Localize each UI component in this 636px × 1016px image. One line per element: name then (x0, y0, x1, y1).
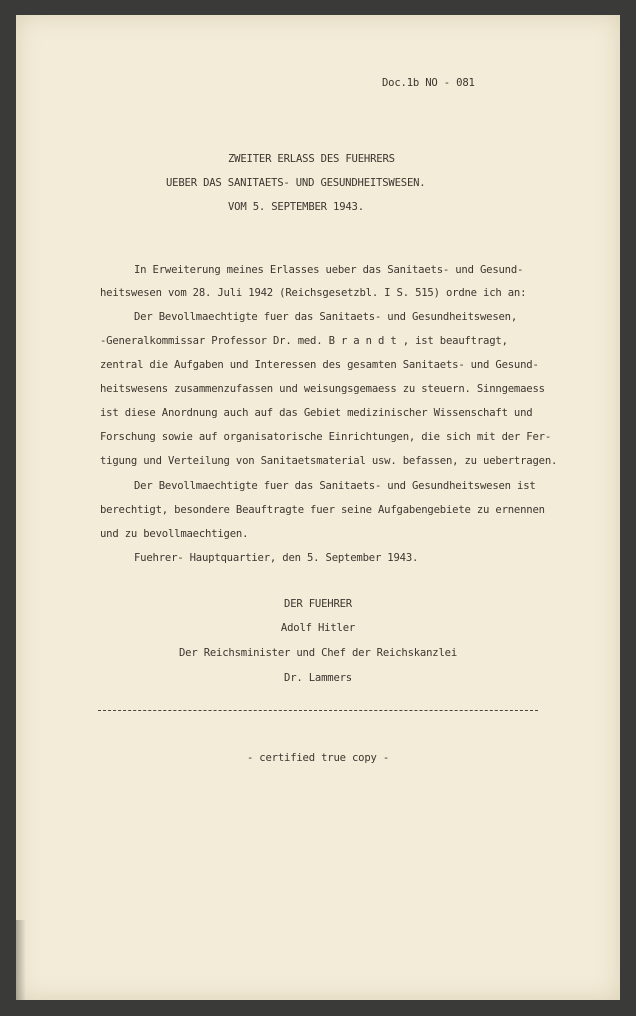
signature-minister-name: Dr. Lammers (284, 672, 352, 684)
body-line: tigung und Verteilung von Sanitaetsmaterial usw. befassen, zu uebertragen. (100, 455, 558, 467)
signature-name: Adolf Hitler (280, 622, 356, 634)
divider-rule (98, 710, 538, 711)
body-line: und zu bevollmaechtigen. (100, 528, 249, 540)
body-line: -Generalkommissar Professor Dr. med. B r a n d t , ist beauftragt, (100, 335, 508, 347)
place-date-line: Fuehrer- Hauptquartier, den 5. September 1943. (134, 552, 419, 564)
body-line: berechtigt, besondere Beauftragte fuer seine Aufgabengebiete zu ernennen (100, 504, 545, 516)
body-line: heitswesens zusammenzufassen und weisungsgemaess zu steuern. Sinngemaess (100, 383, 545, 395)
title-line-1: ZWEITER ERLASS DES FUEHRERS (228, 153, 395, 165)
body-line: heitswesen vom 28. Juli 1942 (Reichsgesetzbl. I S. 515) ordne ich an: (100, 287, 527, 299)
document-page (16, 15, 620, 1000)
body-line: ist diese Anordnung auch auf das Gebiet medizinischer Wissenschaft und (100, 407, 533, 419)
signature-fuehrer-title: DER FUEHRER (284, 598, 352, 610)
title-line-3: VOM 5. SEPTEMBER 1943. (228, 201, 364, 213)
title-line-2: UEBER DAS SANITAETS- UND GESUNDHEITSWESEN. (166, 177, 426, 189)
body-line: Der Bevollmaechtigte fuer das Sanitaets- und Gesundheitswesen, (134, 311, 518, 323)
body-line: Forschung sowie auf organisatorische Einrichtungen, die sich mit der Fer- (100, 431, 551, 443)
body-line: zentral die Aufgaben und Interessen des gesamten Sanitaets- und Gesund- (100, 359, 539, 371)
body-line: Der Bevollmaechtigte fuer das Sanitaets- und Gesundheitswesen ist (134, 480, 536, 492)
signature-minister-title: Der Reichsminister und Chef der Reichskanzlei (178, 647, 457, 659)
certification-note: - certified true copy - (246, 752, 390, 764)
body-line: In Erweiterung meines Erlasses ueber das Sanitaets- und Gesund- (134, 264, 524, 276)
document-reference: Doc.1b NO - 081 (382, 77, 475, 89)
